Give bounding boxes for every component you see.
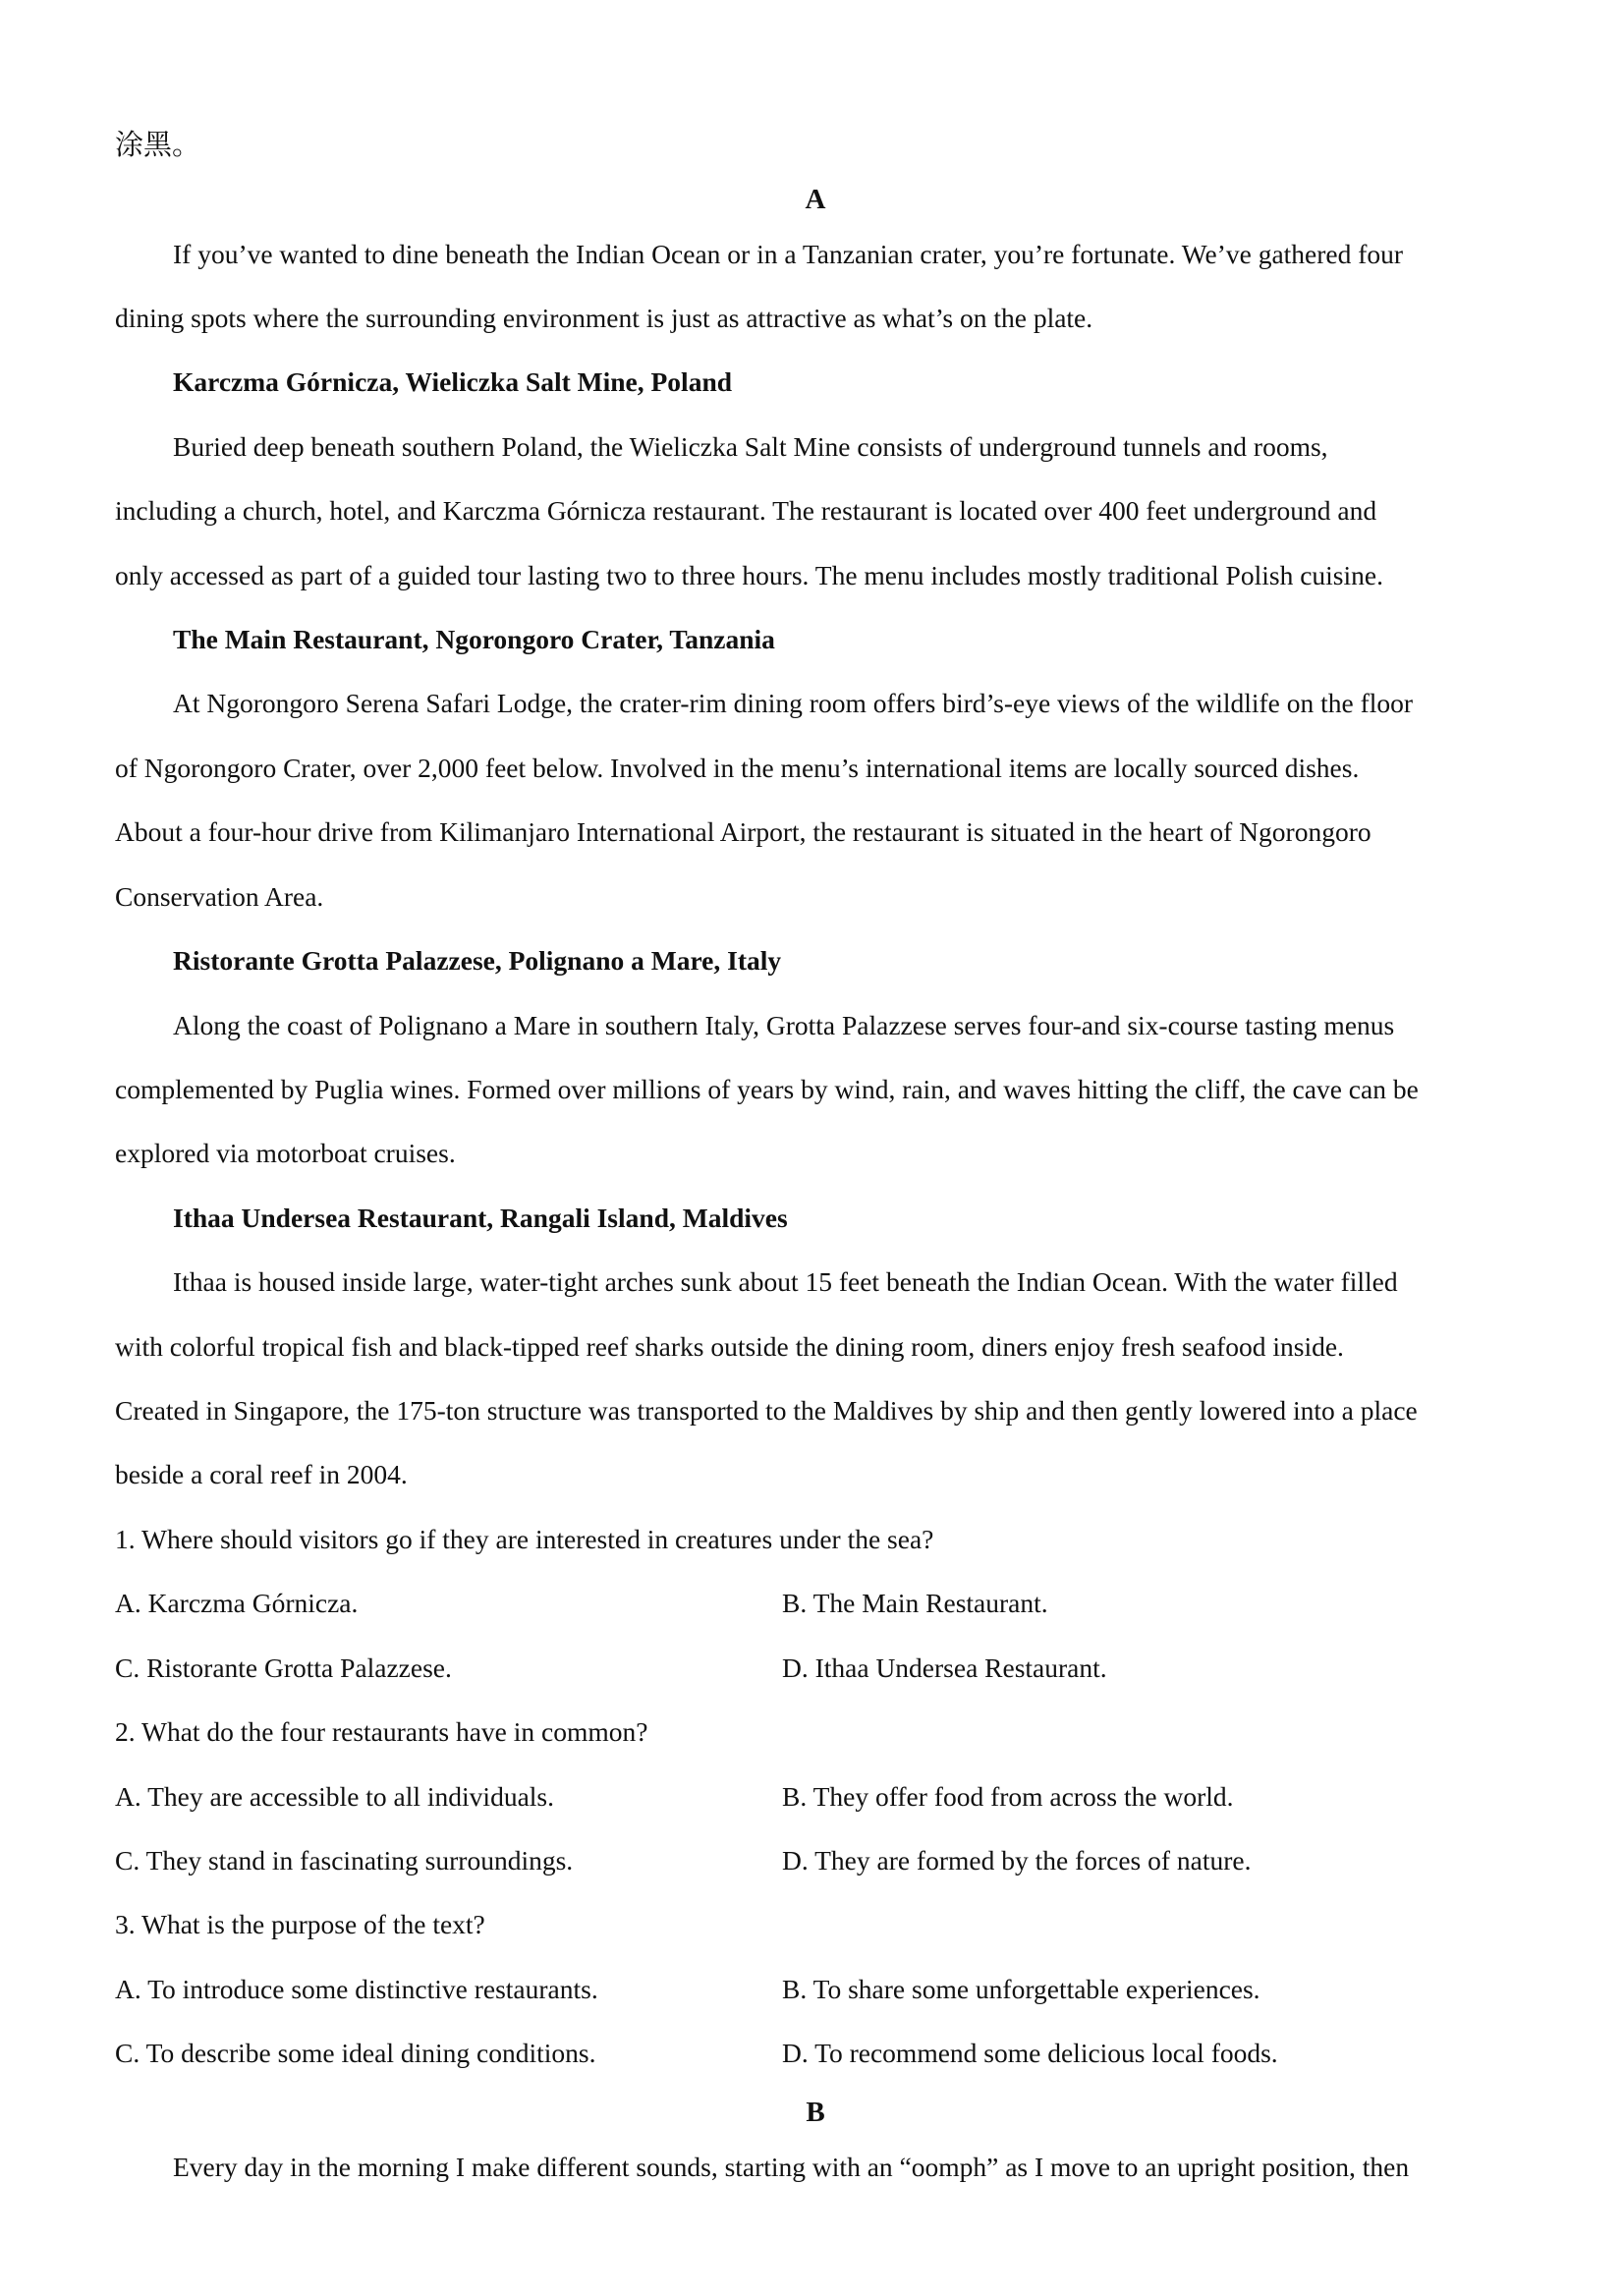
paragraph-line: explored via motorboat cruises. (115, 1138, 456, 1168)
restaurant-title: Karczma Górnicza, Wieliczka Salt Mine, Poland (173, 366, 733, 397)
restaurant-title: Ithaa Undersea Restaurant, Rangali Island, Maldives (173, 1203, 788, 1233)
paragraph-line: only accessed as part of a guided tour lasting two to three hours. The menu includes mostly traditional Polish cuisine. (115, 560, 1383, 590)
answer-option: C. To describe some ideal dining conditions. (115, 2038, 596, 2068)
paragraph-line: Every day in the morning I make different sounds, starting with an “oomph” as I move to an upright position, then (173, 2152, 1410, 2182)
section-a-heading: A (805, 184, 826, 215)
question-stem: 2. What do the four restaurants have in common? (115, 1716, 648, 1747)
top-note: 涂黑。 (115, 128, 201, 161)
answer-option: D. They are formed by the forces of nature. (782, 1845, 1252, 1876)
paragraph-line: Buried deep beneath southern Poland, the Wieliczka Salt Mine consists of underground tunnels and rooms, (173, 431, 1328, 462)
intro-line: If you’ve wanted to dine beneath the Indian Ocean or in a Tanzanian crater, you’re fortunate. We’ve gathered four (173, 239, 1404, 269)
restaurant-title: The Main Restaurant, Ngorongoro Crater, Tanzania (173, 624, 775, 654)
answer-option: C. They stand in fascinating surroundings. (115, 1845, 574, 1876)
question-stem: 1. Where should visitors go if they are interested in creatures under the sea? (115, 1524, 934, 1554)
answer-option: D. Ithaa Undersea Restaurant. (782, 1652, 1107, 1683)
paragraph-line: beside a coral reef in 2004. (115, 1459, 408, 1489)
paragraph-line: Conservation Area. (115, 881, 324, 912)
paragraph-line: Along the coast of Polignano a Mare in southern Italy, Grotta Palazzese serves four-and six-course tasting menus (173, 1010, 1395, 1040)
answer-option: C. Ristorante Grotta Palazzese. (115, 1652, 452, 1683)
answer-option: A. Karczma Górnicza. (115, 1588, 359, 1618)
answer-option: A. They are accessible to all individuals. (115, 1781, 554, 1812)
paragraph-line: including a church, hotel, and Karczma Górnicza restaurant. The restaurant is located over 400 feet underground and (115, 495, 1377, 526)
paragraph-line: About a four-hour drive from Kilimanjaro International Airport, the restaurant is situated in the heart of Ngorongoro (115, 816, 1371, 847)
answer-option: B. The Main Restaurant. (782, 1588, 1048, 1618)
paragraph-line: of Ngorongoro Crater, over 2,000 feet below. Involved in the menu’s international items are locally sourced dishes. (115, 753, 1360, 783)
section-b-heading: B (806, 2097, 825, 2128)
restaurant-title: Ristorante Grotta Palazzese, Polignano a Mare, Italy (173, 945, 782, 976)
paragraph-line: complemented by Puglia wines. Formed over millions of years by wind, rain, and waves hitting the cliff, the cave can be (115, 1074, 1419, 1104)
intro-line: dining spots where the surrounding environment is just as attractive as what’s on the plate. (115, 303, 1093, 333)
paragraph-line: Ithaa is housed inside large, water-tight arches sunk about 15 feet beneath the Indian Ocean. With the water filled (173, 1266, 1398, 1297)
answer-option: A. To introduce some distinctive restaurants. (115, 1974, 598, 2004)
answer-option: B. To share some unforgettable experiences. (782, 1974, 1260, 2004)
paragraph-line: At Ngorongoro Serena Safari Lodge, the crater-rim dining room offers bird’s-eye views of the wildlife on the floor (173, 688, 1414, 718)
answer-option: B. They offer food from across the world. (782, 1781, 1234, 1812)
answer-option: D. To recommend some delicious local foods. (782, 2038, 1278, 2068)
question-stem: 3. What is the purpose of the text? (115, 1909, 485, 1939)
paragraph-line: with colorful tropical fish and black-tipped reef sharks outside the dining room, diners enjoy fresh seafood inside. (115, 1331, 1344, 1362)
paragraph-line: Created in Singapore, the 175-ton structure was transported to the Maldives by ship and then gently lowered into a place (115, 1395, 1418, 1426)
